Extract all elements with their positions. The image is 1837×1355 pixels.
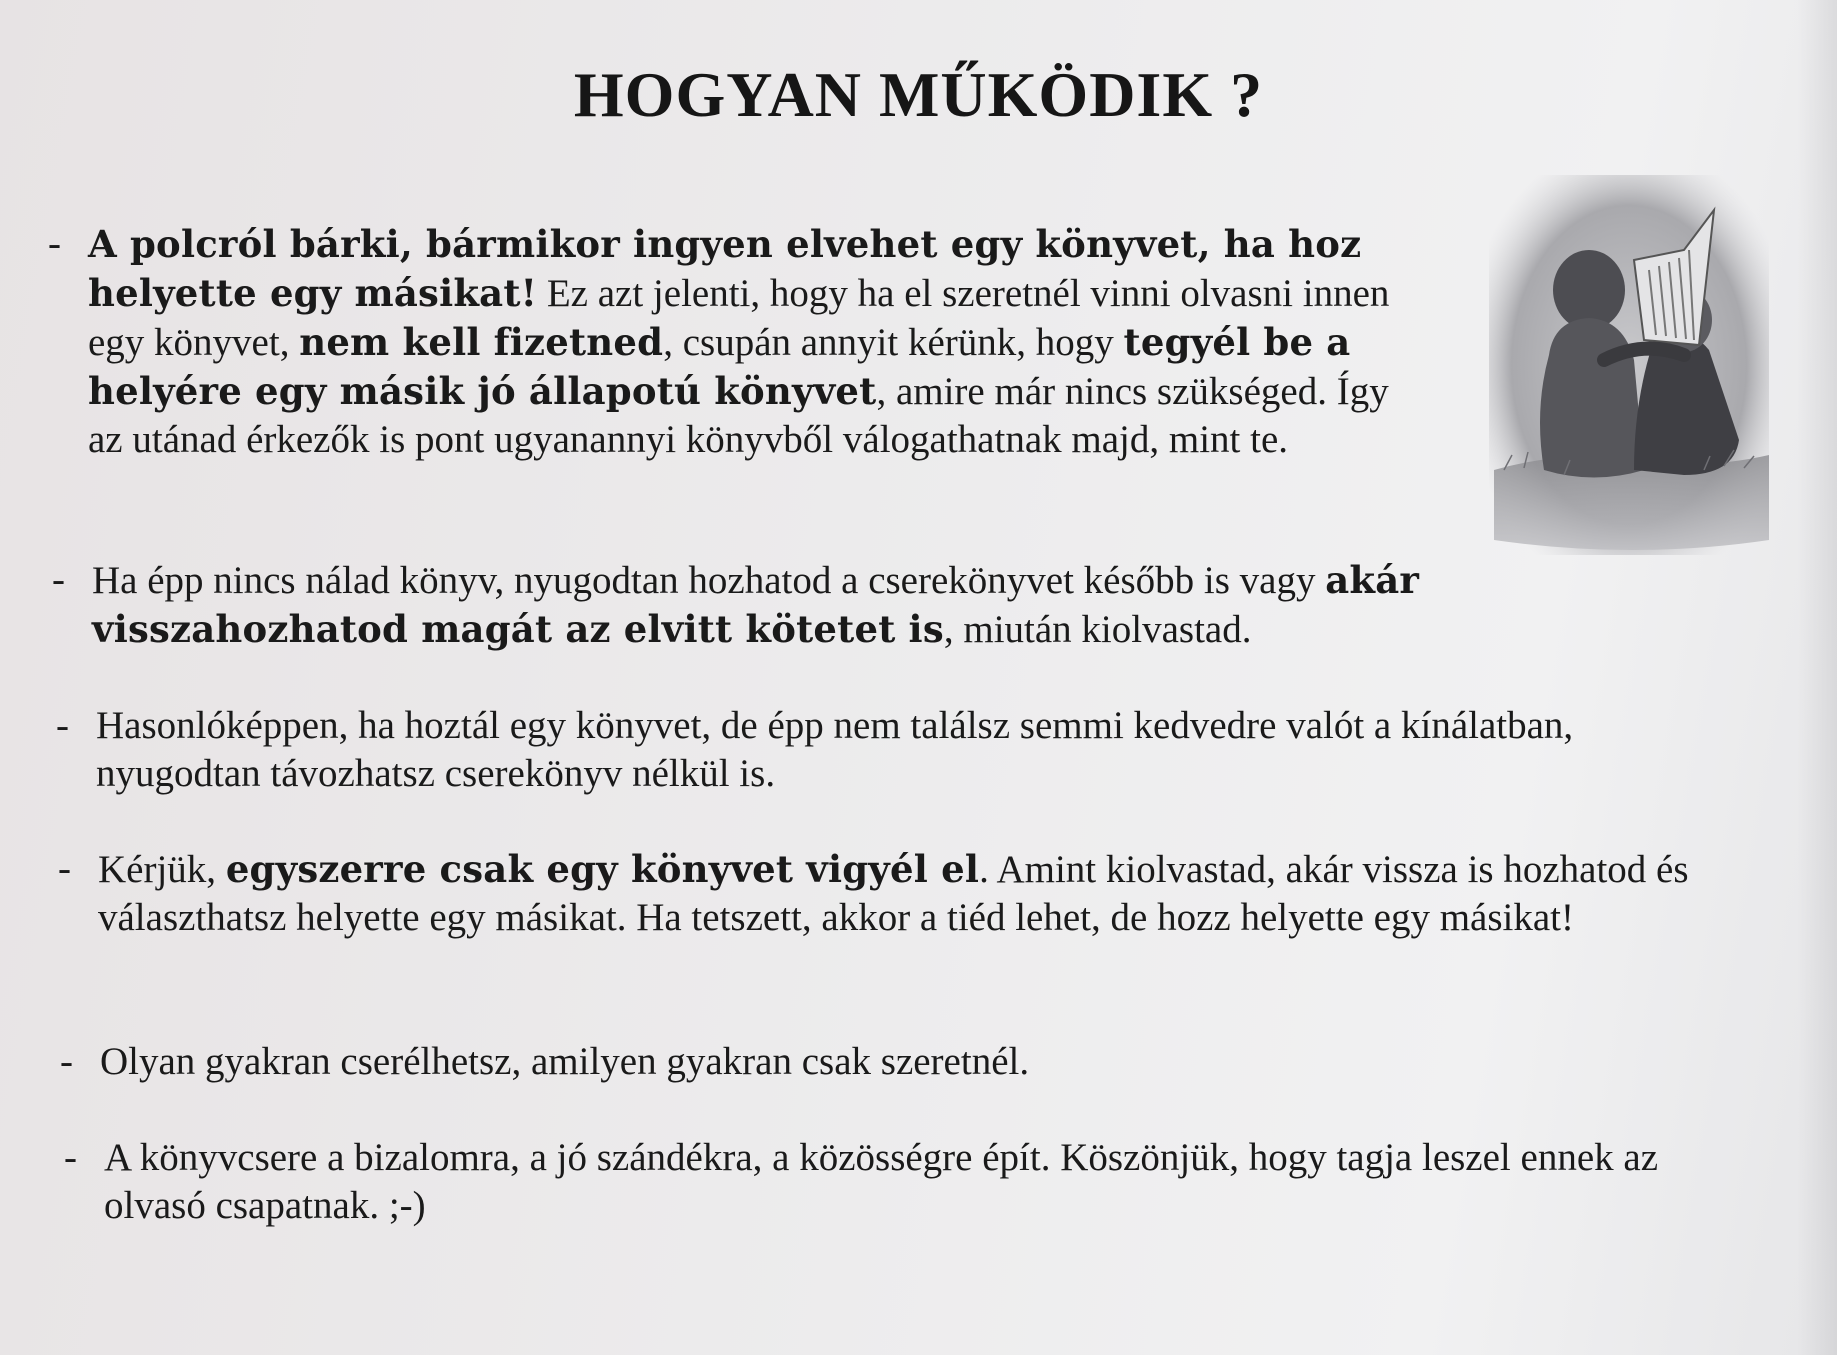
paper-edge-shadow	[1797, 0, 1837, 1355]
bullet-dash: -	[56, 704, 69, 747]
rule-text	[96, 702, 1656, 798]
rule-text-bold: A polcról bárki, bármikor ingyen elvehet egy könyvet, ha hoz helyette egy másikat!	[88, 222, 1362, 315]
bullet-dash: -	[52, 558, 65, 601]
rule-text-plain: , miután kiolvastad.	[943, 608, 1252, 651]
rule-text	[98, 845, 1798, 942]
rule-text-plain: Ha épp nincs nálad könyv, nyugodtan hozhatod a cserekönyvet később is vagy	[92, 559, 1326, 602]
rule-item-1	[48, 220, 1428, 464]
rule-text-bold: egyszerre csak egy könyvet vigyél el	[225, 847, 980, 891]
rule-text-bold: tegyél be a helyére egy másik jó állapotú könyvet	[88, 320, 1351, 413]
two-children-reading-book-illustration	[1484, 170, 1774, 560]
rule-text	[92, 556, 1552, 654]
rule-text-plain: Kérjük,	[98, 848, 226, 891]
rule-text-plain: Hasonlóképpen, ha hoztál egy könyvet, de épp nem találsz semmi kedvedre valót a kínálatban, nyugodtan távozhatsz cserekönyv nélkül is.	[96, 704, 1574, 795]
rule-item-2	[52, 556, 1552, 654]
rule-text-bold: nem kell fizetned	[299, 320, 664, 364]
rule-item-3	[56, 702, 1656, 798]
rule-item-6	[64, 1134, 1744, 1230]
rule-text-plain: , csupán annyit kérünk, hogy	[663, 321, 1124, 364]
rule-text	[104, 1134, 1744, 1230]
rule-text-plain: . Amint kiolvastad, akár vissza is hozhatod és választhatsz helyette egy másikat. Ha tetszett, akkor a tiéd lehet, de hozz helyette egy másikat!	[98, 848, 1689, 939]
rule-text-bold: akár visszahozhatod magát az elvitt kötetet is	[92, 558, 1420, 651]
bullet-dash: -	[48, 222, 61, 265]
rule-item-5	[60, 1038, 1700, 1086]
bullet-dash: -	[64, 1136, 77, 1179]
rule-text	[100, 1038, 1700, 1086]
rule-text-plain: A könyvcsere a bizalomra, a jó szándékra, a közösségre épít. Köszönjük, hogy tagja leszel ennek az olvasó csapatnak. ;-)	[104, 1136, 1659, 1227]
page-title: HOGYAN MŰKÖDIK ?	[573, 59, 1264, 130]
rule-text-plain: Ez azt jelenti, hogy ha el szeretnél vinni olvasni innen egy könyvet,	[88, 272, 1390, 364]
rule-text-plain: , amire már nincs szükséged. Így az utánad érkezők is pont ugyanannyi könyvből válogathatnak majd, mint te.	[88, 370, 1389, 461]
rule-text-plain: Olyan gyakran cserélhetsz, amilyen gyakran csak szeretnél.	[100, 1040, 1030, 1083]
bullet-dash: -	[60, 1040, 73, 1083]
rule-item-4	[58, 845, 1798, 942]
rule-text	[88, 220, 1428, 464]
bullet-dash: -	[58, 847, 71, 890]
